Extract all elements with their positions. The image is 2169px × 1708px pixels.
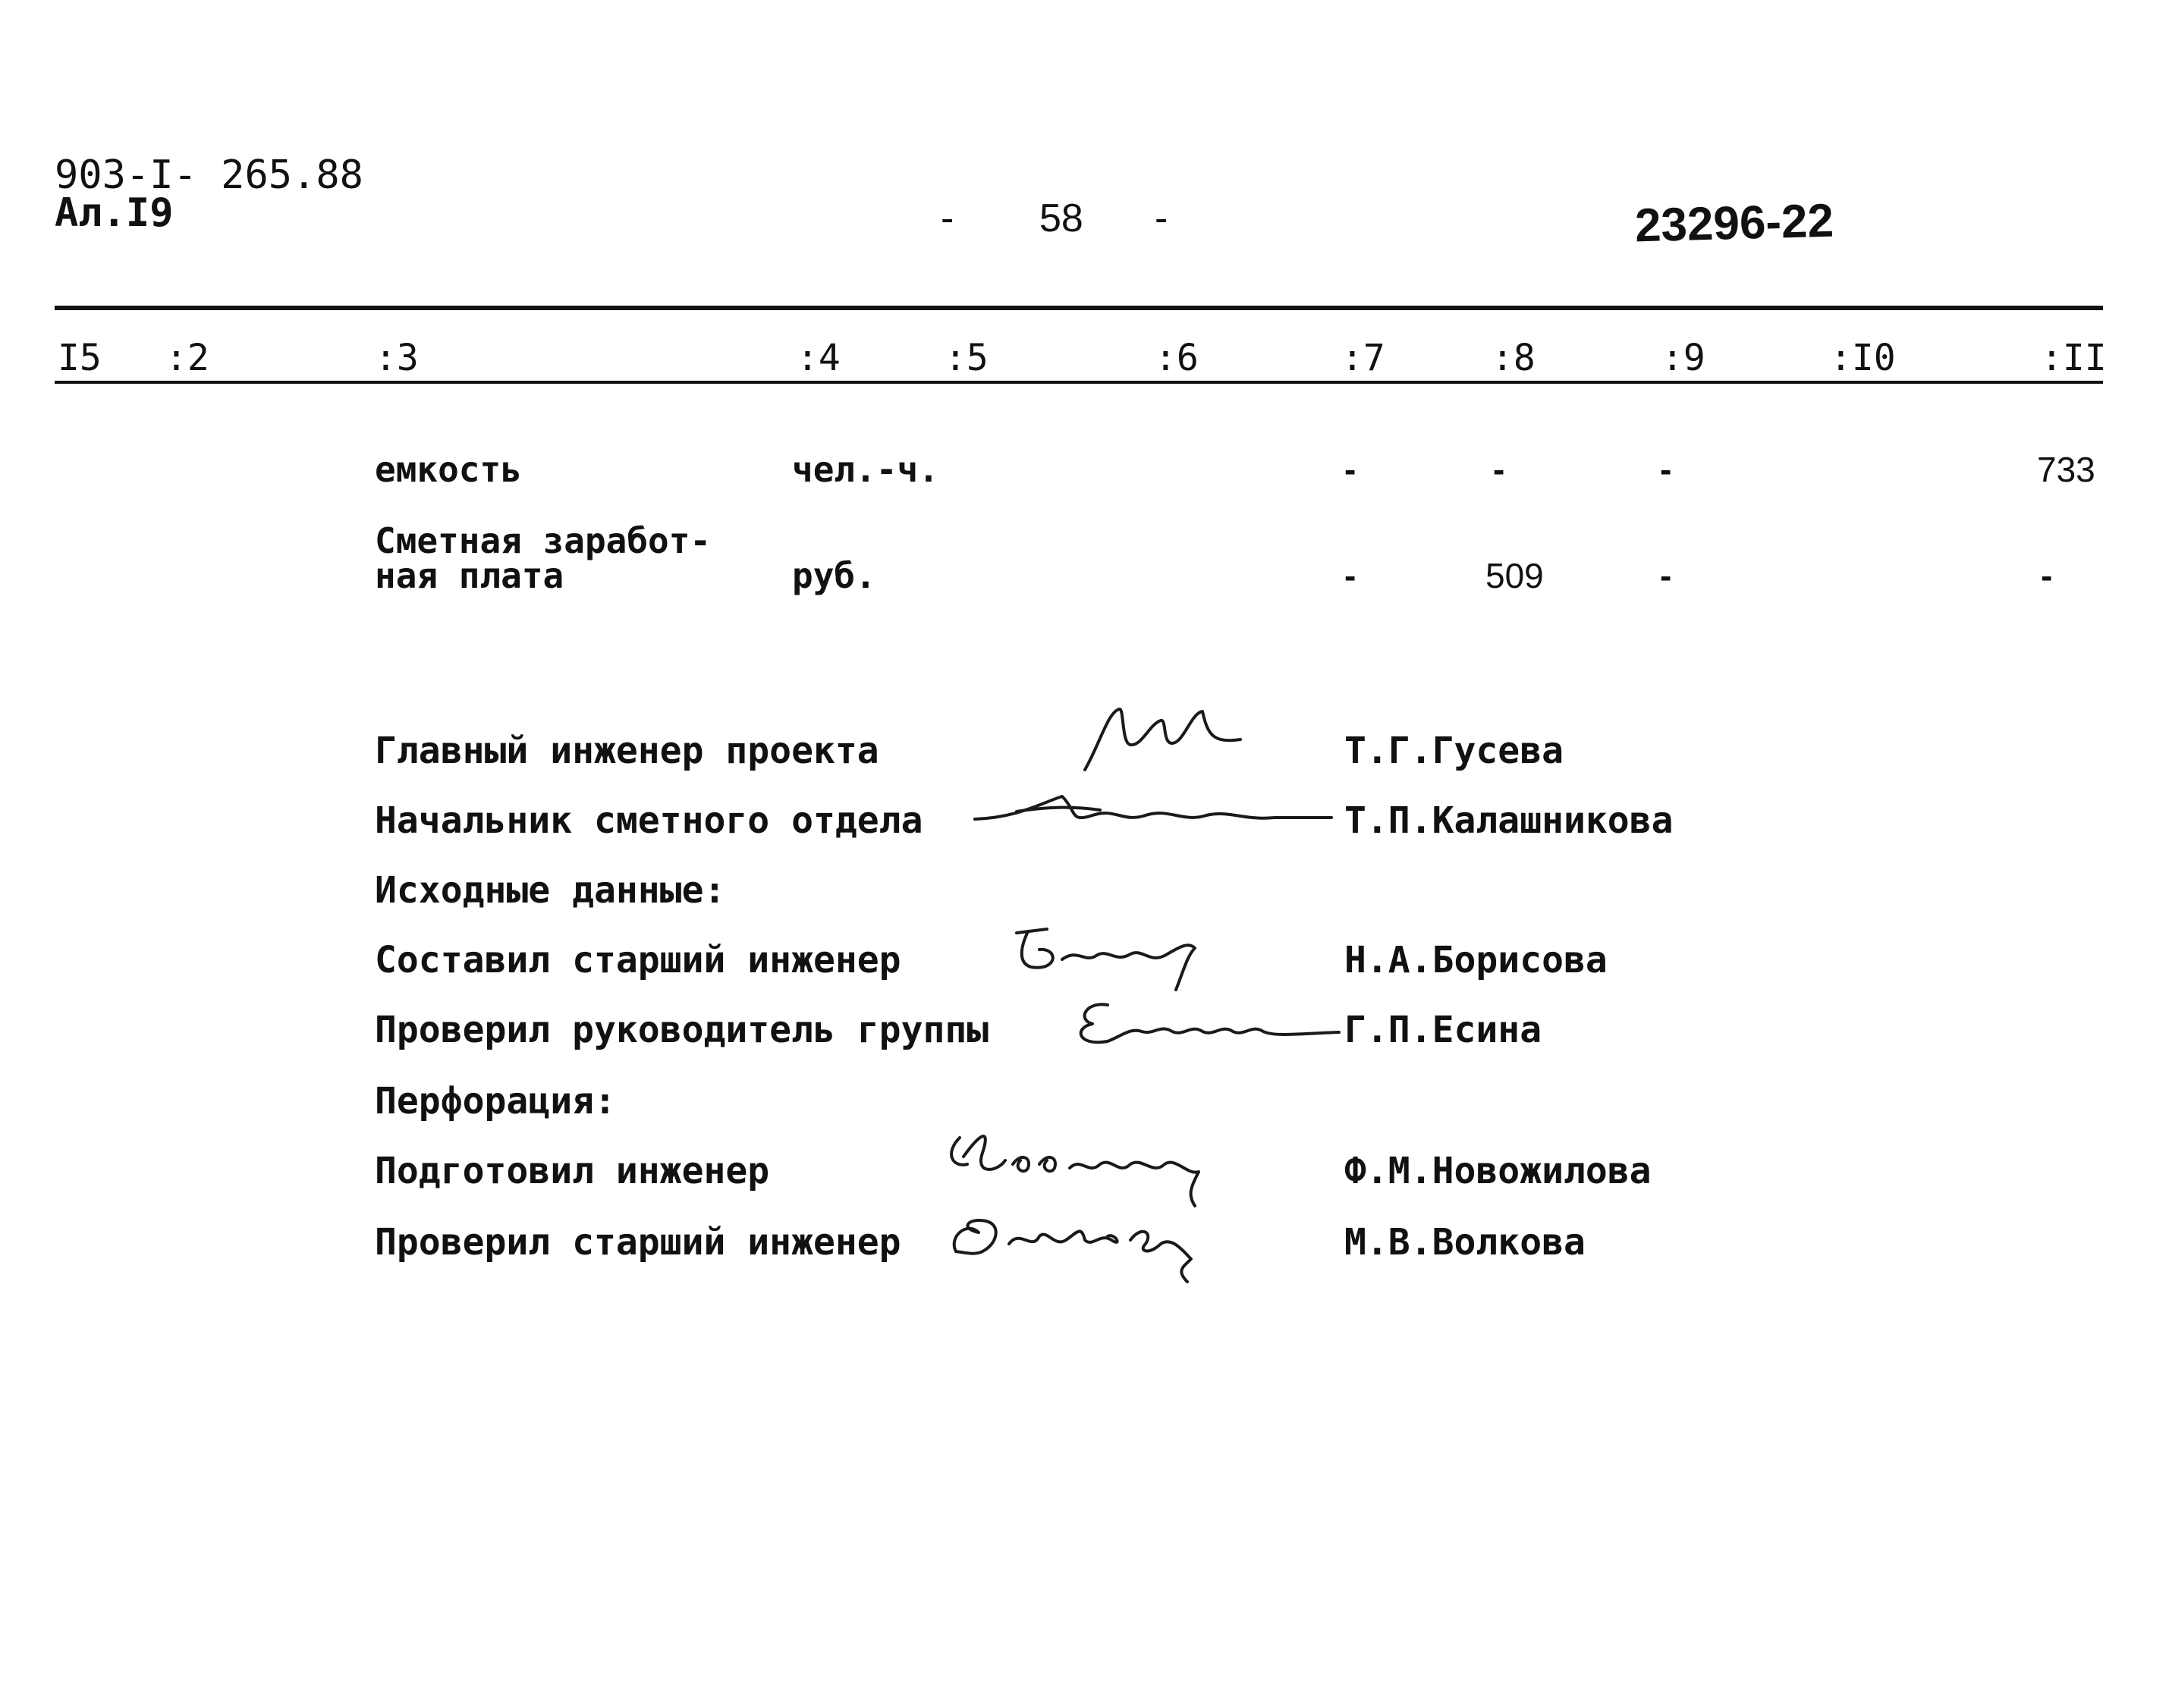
signature-role: Составил старший инженер [375, 939, 901, 981]
signature-role: Проверил руководитель группы [375, 1009, 989, 1051]
cell-col7: - [1344, 450, 1356, 489]
column-header: :I0 [1830, 337, 1896, 379]
column-header-underline [55, 381, 2103, 384]
row-name: ная плата [375, 555, 564, 596]
handwritten-signature-icon [945, 1198, 1202, 1289]
cell-col8: 509 [1485, 556, 1544, 595]
page-dash-left: - [941, 196, 954, 240]
row-name: Сметная заработ- [375, 520, 712, 561]
section-heading: Исходные данные: [375, 869, 726, 912]
table-top-rule [55, 306, 2103, 310]
signatory-name: Г.П.Есина [1344, 1009, 1542, 1051]
signature-role: Главный инженер проекта [375, 730, 879, 772]
signatory-name: Т.Г.Гусева [1344, 730, 1564, 772]
column-header: :4 [797, 337, 841, 379]
column-header: :7 [1341, 337, 1385, 379]
column-header: :3 [375, 337, 419, 379]
cell-col11: - [2041, 556, 2053, 595]
signature-role: Начальник сметного отдела [375, 799, 923, 842]
signature-role: Проверил старший инженер [375, 1221, 901, 1264]
cell-col9: - [1660, 450, 1672, 489]
handwritten-signature-icon [1077, 698, 1252, 781]
page-dash-right: - [1155, 196, 1168, 240]
column-header: :II [2041, 337, 2107, 379]
handwritten-signature-icon [971, 781, 1335, 834]
column-header: I5 [58, 337, 102, 379]
signatory-name: Ф.М.Новожилова [1344, 1150, 1652, 1192]
row-unit: чел.-ч. [792, 449, 939, 490]
archive-number: 23296-22 [1634, 194, 1834, 253]
column-header: :9 [1661, 337, 1705, 379]
column-header: :5 [945, 337, 989, 379]
document-code: 903-I- 265.88 [55, 152, 363, 198]
row-unit: руб. [792, 555, 876, 596]
column-header: :6 [1155, 337, 1199, 379]
column-header: :2 [165, 337, 209, 379]
section-heading: Перфорация: [375, 1080, 616, 1122]
cell-col9: - [1660, 556, 1672, 595]
page-number: 58 [1039, 196, 1083, 240]
handwritten-signature-icon [1070, 990, 1343, 1050]
signatory-name: Т.П.Калашникова [1344, 799, 1674, 842]
cell-col8: - [1493, 450, 1505, 489]
handwritten-signature-icon [1001, 918, 1214, 1001]
sheet-label: Ал.I9 [55, 190, 174, 236]
column-header: :8 [1492, 337, 1536, 379]
row-name: емкость [375, 449, 522, 490]
cell-col7: - [1344, 556, 1356, 595]
cell-col11: 733 [2037, 450, 2095, 489]
signature-role: Подготовил инженер [375, 1150, 770, 1192]
signatory-name: Н.А.Борисова [1344, 939, 1608, 981]
signatory-name: М.В.Волкова [1344, 1221, 1586, 1264]
